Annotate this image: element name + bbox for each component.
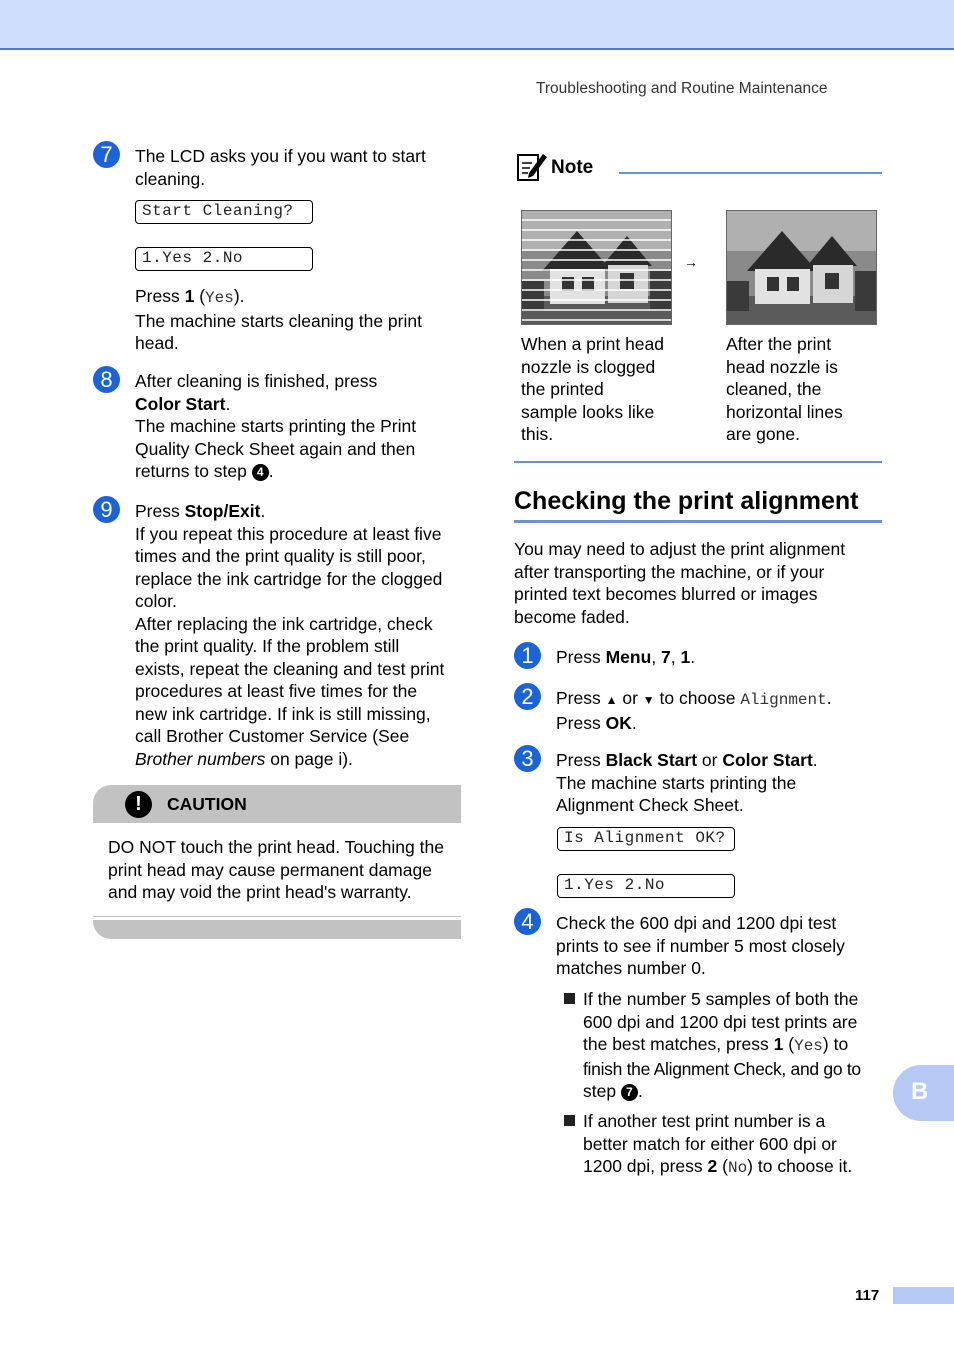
align-step-4-marker: 4 — [514, 908, 541, 935]
step-7-marker: 7 — [93, 141, 120, 168]
note-bottom-rule — [514, 461, 882, 463]
align-step-2-marker: 2 — [514, 683, 541, 710]
running-title: Troubleshooting and Routine Maintenance — [536, 80, 828, 97]
step-7-press: Press 1 (Yes). The machine starts cleaning the print head. — [135, 286, 422, 353]
note-label: Note — [551, 157, 594, 178]
up-arrow-icon: ▲ — [605, 693, 618, 707]
note-rule — [619, 172, 882, 174]
step-7-text: The LCD asks you if you want to start cleaning. — [135, 146, 426, 189]
note-pencil-icon — [516, 151, 548, 183]
house-photo-clogged — [521, 210, 672, 325]
caption-clogged: When a print head nozzle is clogged the printed sample looks like this. — [521, 334, 665, 444]
step-9-text: Press Stop/Exit. If you repeat this procedure at least five times and the print quality is still poor, replace the ink cartridge for the clogged color. After replacing the ink cartridge, check the print quality. If the problem still exists, repeat the cleaning and test print procedures at least five times for the new ink cartridge. If ink is still missing, call Brother Customer Service (See Brother numbers on page i). — [135, 501, 445, 769]
section-rule — [514, 520, 882, 523]
arrow-icon: → — [684, 254, 698, 270]
appendix-tab: B — [893, 1065, 954, 1121]
step-ref-4: 4 — [252, 464, 269, 481]
align-step-2-text: Press ▲ or ▼ to choose Alignment. Press OK. — [556, 688, 832, 733]
page-number-bar — [893, 1287, 954, 1304]
down-arrow-icon: ▼ — [642, 693, 655, 707]
align-step-1-marker: 1 — [514, 642, 541, 669]
step-8-text: After cleaning is finished, press Color Start. The machine starts printing the Print Quality Check Sheet again and then returns to step 4 . — [135, 371, 417, 481]
align-step-3-marker: 3 — [514, 745, 541, 772]
caution-header — [93, 785, 461, 823]
align-step-3-text: Press Black Start or Color Start. The machine starts printing the Alignment Check Sheet. — [556, 750, 818, 815]
lcd-yes-no: 1.Yes 2.No — [135, 247, 313, 271]
align-step-4-text: Check the 600 dpi and 1200 dpi test prints to see if number 5 most closely matches number 0. — [556, 913, 845, 978]
bullet-best-match: If the number 5 samples of both the 600 dpi and 1200 dpi test prints are the best matches, press 1 (Yes) to finish the Alignment Check, and go to step 7 . — [583, 989, 861, 1101]
caution-label: CAUTION — [167, 794, 247, 814]
page-number: 117 — [855, 1287, 880, 1304]
caption-cleaned: After the print head nozzle is cleaned, the horizontal lines are gone. — [726, 334, 843, 444]
step-8-marker: 8 — [93, 366, 120, 393]
section-intro: You may need to adjust the print alignment after transporting the machine, or if your printed text becomes blurred or images become faded. — [514, 539, 846, 627]
lcd-start-cleaning: Start Cleaning? — [135, 200, 313, 224]
caution-text: DO NOT touch the print head. Touching the print head may cause permanent damage and may void the print head's warranty. — [108, 837, 444, 902]
bullet-square — [564, 993, 575, 1004]
bullet-square — [564, 1115, 575, 1126]
step-9-marker: 9 — [93, 496, 120, 523]
header-band — [0, 0, 954, 50]
caution-divider — [93, 916, 461, 917]
lcd-yes-no-2: 1.Yes 2.No — [557, 874, 735, 898]
exclamation-icon: ! — [125, 791, 152, 818]
align-step-1-text: Press Menu, 7, 1. — [556, 647, 696, 667]
lcd-is-alignment-ok: Is Alignment OK? — [557, 827, 735, 851]
bullet-other-match: If another test print number is a better match for either 600 dpi or 1200 dpi, press 2 (No) to choose it. — [583, 1111, 853, 1177]
house-photo-cleaned — [726, 210, 877, 325]
section-title: Checking the print alignment — [514, 487, 859, 515]
step-ref-7: 7 — [621, 1084, 638, 1101]
caution-footer — [93, 920, 461, 939]
